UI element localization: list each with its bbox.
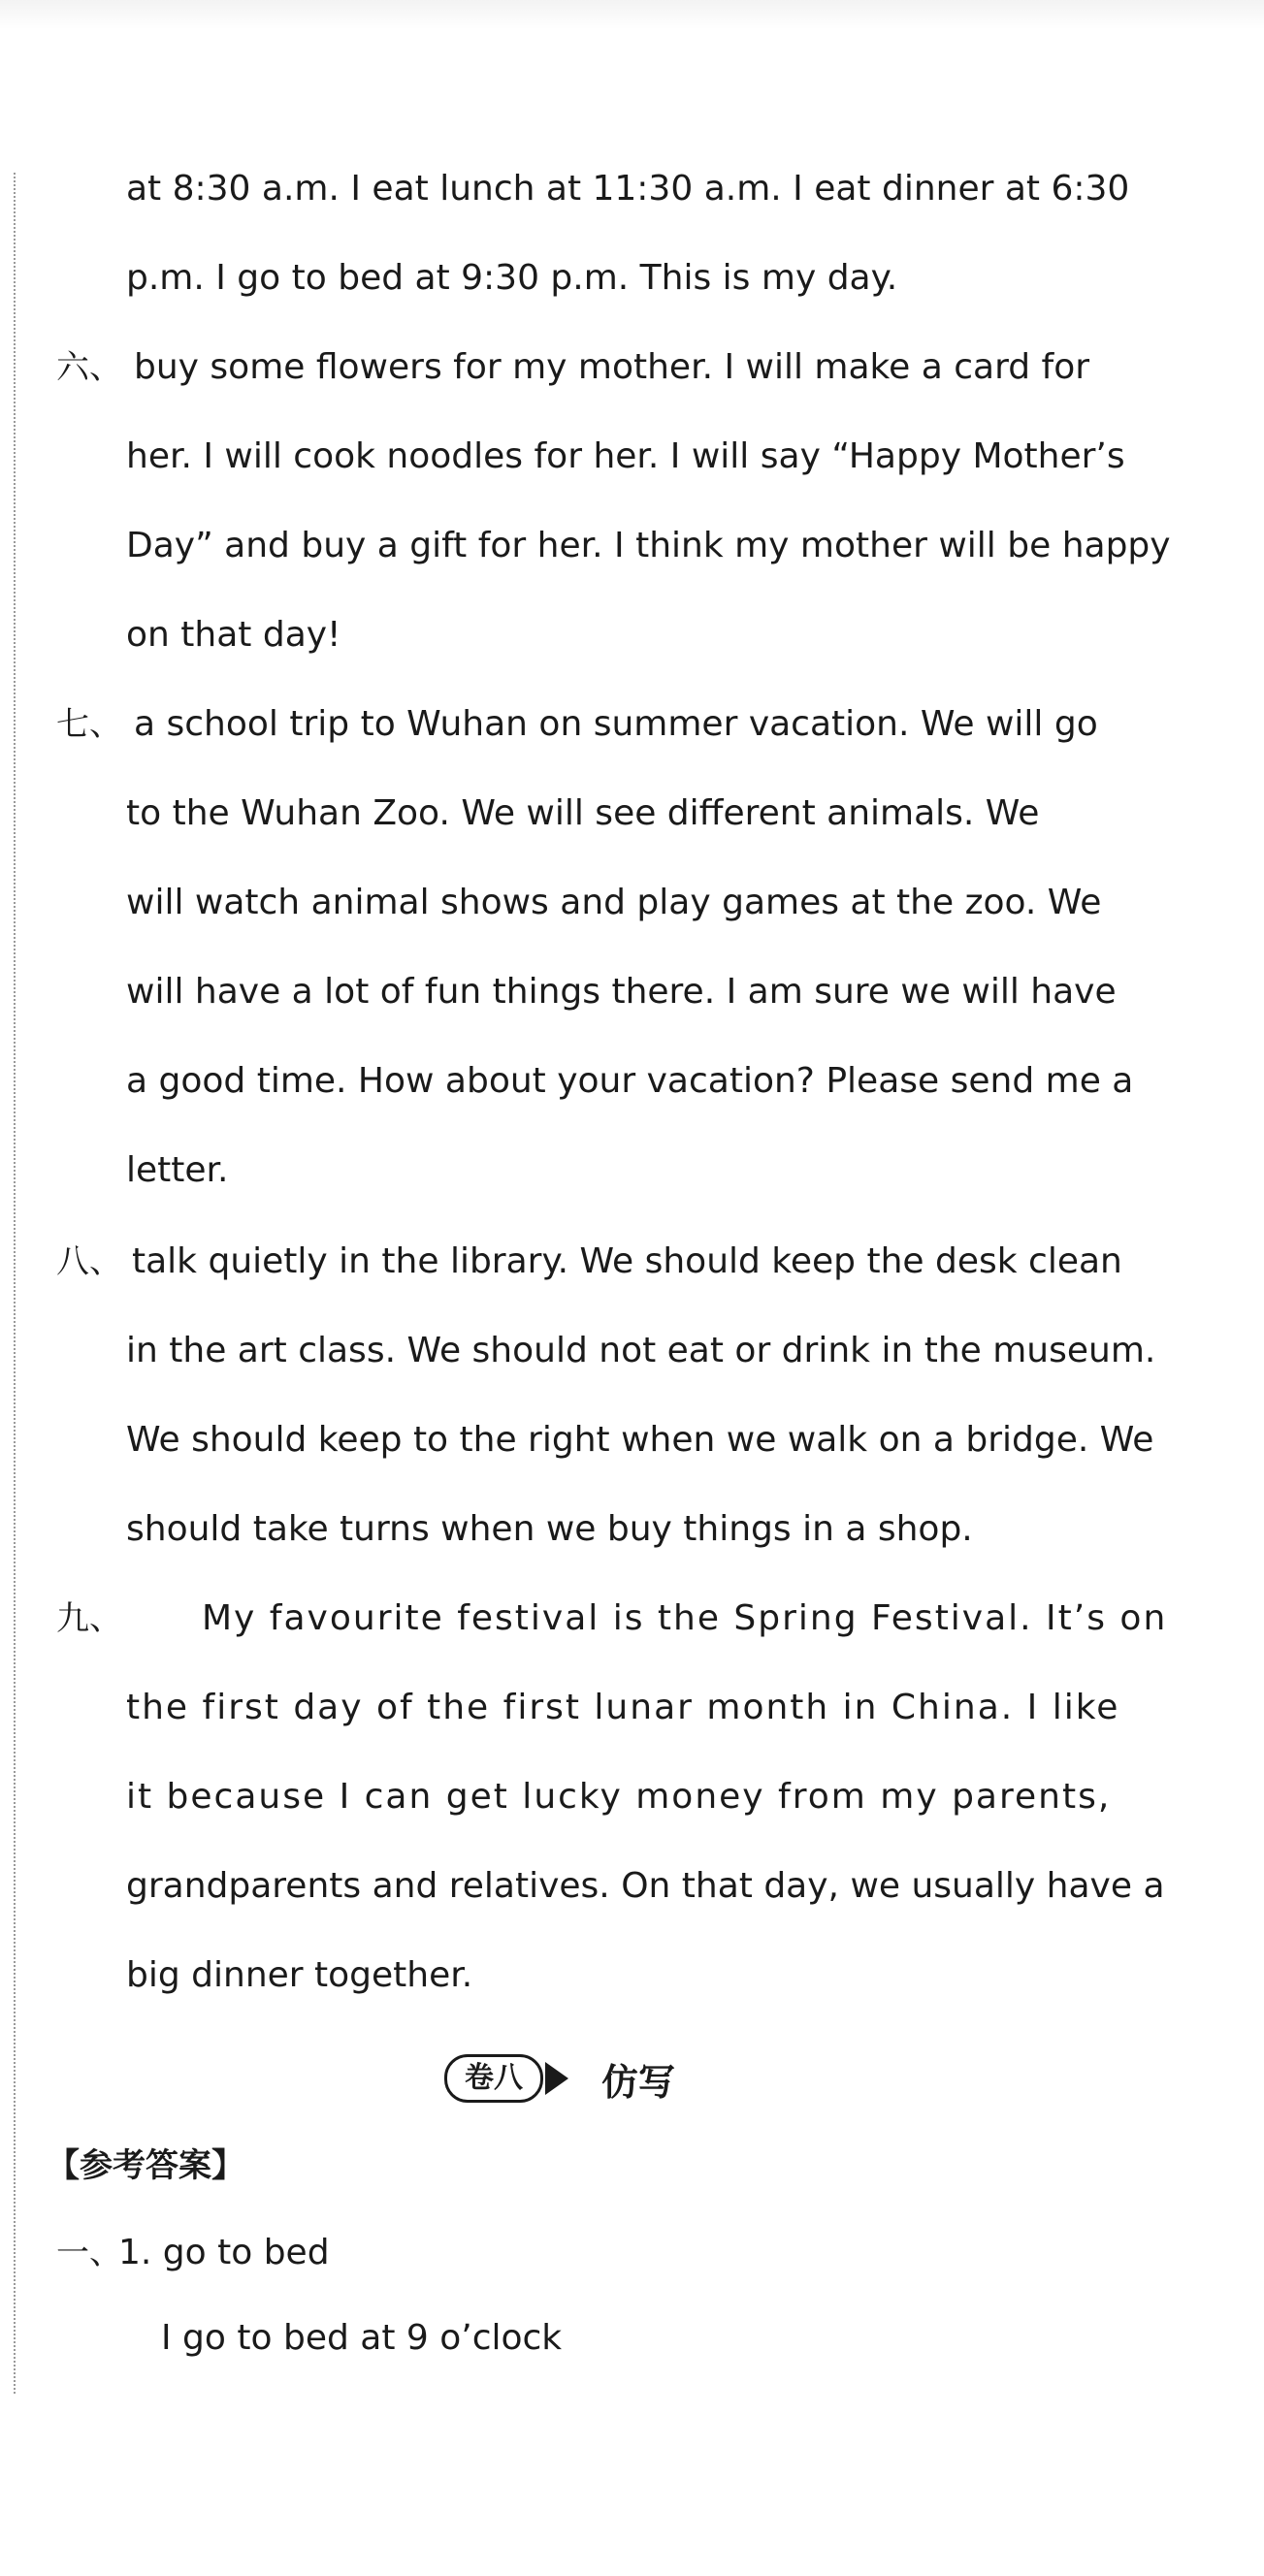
item-number-six: 六、 bbox=[56, 348, 122, 387]
text-line: the first day of the first lunar month in China. I like bbox=[126, 1688, 1120, 1727]
text-line: to the Wuhan Zoo. We will see different animals. We bbox=[126, 793, 1040, 833]
text-line: p.m. I go to bed at 9:30 p.m. This is my day. bbox=[126, 258, 898, 298]
text-line: My favourite festival is the Spring Festival. It’s on bbox=[202, 1598, 1168, 1638]
text-line: in the art class. We should not eat or drink in the museum. bbox=[126, 1331, 1156, 1370]
text-line: will have a lot of fun things there. I am sure we will have bbox=[126, 972, 1117, 1012]
text-line: We should keep to the right when we walk on a bridge. We bbox=[126, 1420, 1154, 1460]
item-number-eight: 八、 bbox=[56, 1242, 122, 1281]
text-line: will watch animal shows and play games at the zoo. We bbox=[126, 883, 1102, 922]
arrow-right-icon bbox=[545, 2062, 568, 2095]
text-line: a school trip to Wuhan on summer vacation. We will go bbox=[134, 704, 1098, 744]
text-line: buy some flowers for my mother. I will make a card for bbox=[134, 347, 1090, 387]
item-number-nine: 九、 bbox=[56, 1599, 122, 1638]
text-line: talk quietly in the library. We should keep the desk clean bbox=[132, 1241, 1122, 1281]
text-line: letter. bbox=[126, 1150, 229, 1190]
item-number-seven: 七、 bbox=[56, 705, 122, 744]
text-line: big dinner together. bbox=[126, 1955, 473, 1995]
item-number-one: 一、 bbox=[56, 2234, 122, 2272]
text-line: should take turns when we buy things in a shop. bbox=[126, 1509, 973, 1549]
text-line: 1. go to bed bbox=[118, 2233, 330, 2272]
section-badge: 卷八 bbox=[444, 2054, 543, 2103]
section-header bbox=[444, 2052, 675, 2105]
text-line: on that day! bbox=[126, 615, 341, 655]
text-line: her. I will cook noodles for her. I will say “Happy Mother’s bbox=[126, 436, 1125, 476]
page-top-shade bbox=[0, 0, 1264, 29]
text-line: I go to bed at 9 o’clock bbox=[161, 2318, 563, 2358]
answer-heading: 【参考答案】 bbox=[47, 2146, 244, 2185]
text-line: grandparents and relatives. On that day, we usually have a bbox=[126, 1866, 1165, 1906]
text-line: a good time. How about your vacation? Please send me a bbox=[126, 1061, 1134, 1101]
text-line: Day” and buy a gift for her. I think my mother will be happy bbox=[126, 526, 1171, 565]
binding-dotted-line bbox=[14, 173, 16, 2394]
section-title: 仿写 bbox=[601, 2059, 676, 2104]
text-line: at 8:30 a.m. I eat lunch at 11:30 a.m. I eat dinner at 6:30 bbox=[126, 169, 1130, 209]
text-line: it because I can get lucky money from my parents, bbox=[126, 1777, 1112, 1817]
